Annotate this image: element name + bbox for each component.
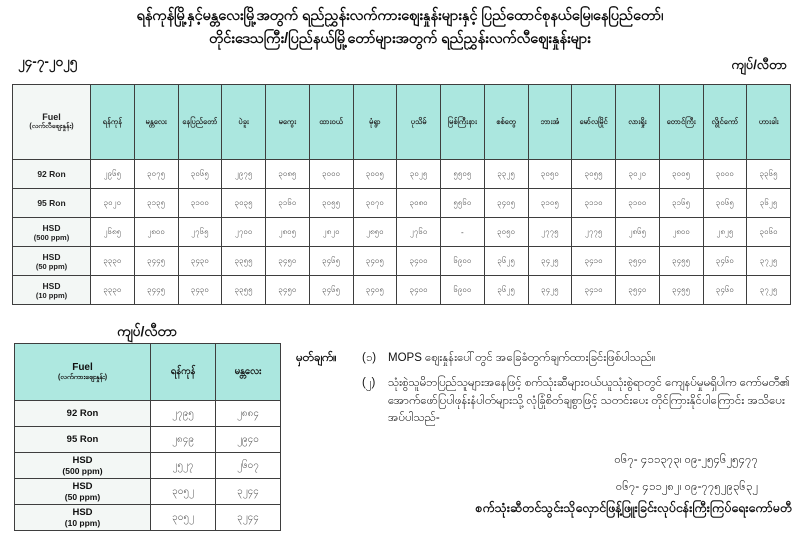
fuel-price-row <box>13 189 791 218</box>
city-header-cell: မော်လမြိုင် <box>572 85 616 160</box>
price-cell: ၃၄၀၀ <box>397 247 441 276</box>
price-cell: ၂၇၆၅ <box>178 218 222 247</box>
fuel-row-label: HSD (50 ppm) <box>15 479 151 505</box>
price-cell: ၃၅၄၀ <box>616 247 660 276</box>
price-cell: ၃၁၃၅ <box>134 189 178 218</box>
price-cell: ၃၃၃၀ <box>91 276 135 305</box>
price-cell: ၃၄၀၀ <box>397 276 441 305</box>
price-cell: ၃၃၆၅ <box>747 160 791 189</box>
fuel-row-label: 95 Ron <box>15 427 151 453</box>
price-cell: ၃၀၅၅ <box>309 189 353 218</box>
price-cell: ၃၀၅၂ <box>151 479 216 505</box>
retail-price-table <box>12 84 791 305</box>
city-header-cell: မြစ်ကြီးနား <box>441 85 485 160</box>
price-cell: ၆၉၀၀ <box>441 276 485 305</box>
fuel-price-row <box>13 247 791 276</box>
price-cell: ၆၉၀၀ <box>441 247 485 276</box>
price-cell: ၃၁၆၀ <box>266 189 310 218</box>
price-cell: ၃၁၀၅ <box>528 189 572 218</box>
price-cell: ၃၀၀၀ <box>703 160 747 189</box>
fuel-header-cell: Fuel (လက်ကားဈေးနှုန်း) <box>15 344 151 401</box>
city-header-cell: စစ်တွေ <box>484 85 528 160</box>
price-cell: ၂၆၀၇ <box>216 453 281 479</box>
price-cell: ၃၀၃၅ <box>222 189 266 218</box>
price-cell: ၃၇၂၅ <box>747 247 791 276</box>
price-cell: ၃၀၅၅ <box>572 160 616 189</box>
price-cell: ၂၈၈၄ <box>216 401 281 427</box>
price-cell: ၂၉၇၅ <box>222 160 266 189</box>
price-cell: ၃၄၂၅ <box>528 276 572 305</box>
price-cell: ၃၀၈၀ <box>397 189 441 218</box>
fuel-row-label: HSD (500 ppm) <box>15 453 151 479</box>
page-title <box>0 5 800 51</box>
fuel-row-label: 92 Ron <box>15 401 151 427</box>
price-cell: ၃၀၈၅ <box>266 160 310 189</box>
price-cell: ၂၇၇၅ <box>572 218 616 247</box>
price-cell: ၂၆၈၅ <box>91 218 135 247</box>
price-cell: ၂၈၀၅ <box>266 218 310 247</box>
price-cell: ၂၉၆၅ <box>91 160 135 189</box>
city-header-cell: လားရှိုး <box>616 85 660 160</box>
price-cell: ၃၄၀၅ <box>353 276 397 305</box>
price-cell: ၃၁၆၅ <box>659 189 703 218</box>
phone-line-2: ၀၆၇- ၄၁၁၂၈၂၊ ၀၉-၇၇၅၂၉၃၆၃၂ <box>615 481 758 493</box>
price-cell: ၃၀၀၅ <box>659 160 703 189</box>
fuel-row-label: 95 Ron <box>13 189 91 218</box>
price-cell: ၃၀၆၅ <box>703 189 747 218</box>
city-header-cell: နေပြည်တော် <box>178 85 222 160</box>
notes-section <box>296 350 796 435</box>
price-cell: ၃၄၆၅ <box>309 276 353 305</box>
phone-numbers <box>614 447 758 501</box>
price-cell: ၃၇၂၅ <box>747 276 791 305</box>
price-cell: ၂၈၀၀ <box>134 218 178 247</box>
price-cell: ၃၃၅၅ <box>222 247 266 276</box>
wholesale-price-table <box>14 343 281 531</box>
price-cell: ၃၄၀၅ <box>484 189 528 218</box>
fuel-price-row <box>15 453 281 479</box>
price-cell: ၃၄၃၀ <box>178 276 222 305</box>
fuel-price-row <box>15 505 281 531</box>
fuel-row-label: HSD (10 ppm) <box>15 505 151 531</box>
price-cell: ၃၀၇၅ <box>134 160 178 189</box>
price-cell: - <box>441 218 485 247</box>
city-header-cell: ပုသိမ် <box>397 85 441 160</box>
price-cell: ၃၁၀၀ <box>178 189 222 218</box>
price-cell: ၃၄၆၅ <box>309 247 353 276</box>
price-cell: ၃၃၂၅ <box>484 160 528 189</box>
price-cell: ၃၄၁၀ <box>572 247 616 276</box>
fuel-row-label: HSD (500 ppm) <box>13 218 91 247</box>
price-cell: ၃၅၄၀ <box>616 276 660 305</box>
price-cell: ၃၄၄၅ <box>134 247 178 276</box>
city-header-cell: ဟားခါး <box>747 85 791 160</box>
fuel-row-label: HSD (10 ppm) <box>13 276 91 305</box>
city-header-cell: လွိုင်ကော် <box>703 85 747 160</box>
price-cell: ၂၉၄၀ <box>216 427 281 453</box>
price-cell: ၃၃၅၅ <box>222 276 266 305</box>
fuel-price-row <box>15 427 281 453</box>
unit-label-top: ကျပ်/လီတာ <box>731 57 787 72</box>
fuel-price-row <box>15 479 281 505</box>
price-cell: ၃၄၃၀ <box>178 247 222 276</box>
price-cell: ၂၇၇၅ <box>528 218 572 247</box>
price-cell: ၃၃၃၀ <box>91 247 135 276</box>
price-cell: ၃၁၀၀ <box>616 189 660 218</box>
price-cell: ၃၄၀၅ <box>353 247 397 276</box>
fuel-row-label: 92 Ron <box>13 160 91 189</box>
date-label: ၂၄-၇-၂၀၂၅ <box>18 54 78 69</box>
city-header-cell: မုံရွာ <box>353 85 397 160</box>
price-cell: ၃၀၇၀ <box>353 189 397 218</box>
city-header-cell: မကွေး <box>266 85 310 160</box>
note-1-number: (၁) <box>362 352 377 364</box>
price-cell: ၂၈၄၉ <box>151 427 216 453</box>
notes-heading: မှတ်ချက်။ <box>296 352 337 364</box>
unit-label-wholesale: ကျပ်/လီတာ <box>117 323 177 339</box>
price-cell: ၃၆၂၅ <box>484 276 528 305</box>
price-cell: ၂၈၂၀ <box>309 218 353 247</box>
price-cell: ၃၀၂၅ <box>397 160 441 189</box>
note-2-text: သုံးစွဲသူမိဘပြည်သူများအနေဖြင့် စက်သုံးဆီများဝယ်ယူသုံးစွဲရာတွင် ကျေနပ်မှုမရှိပါက ကော်မတီ၏ အောက်ဖော်ပြပါဖုန်းနံပါတ်များသို့ လုံခြုံစိတ်ချစွာဖြင့် သတင်းပေး တိုင်ကြားနိုင်ပါကြောင်း အသိပေးအပ်ပါသည်- <box>388 377 790 424</box>
price-cell: ၃၀၅၀ <box>528 160 572 189</box>
price-cell: ၃၄၅၅ <box>659 276 703 305</box>
price-cell: ၃၂၄၄ <box>216 505 281 531</box>
city-header-cell: ထားဝယ် <box>309 85 353 160</box>
city-header-cell: ရန်ကုန် <box>91 85 135 160</box>
price-cell: ၃၄၂၅ <box>528 247 572 276</box>
note-2-number: (၂) <box>362 377 376 390</box>
price-cell: ၂၇၆၀ <box>397 218 441 247</box>
price-cell: ၂၈၅၀ <box>353 218 397 247</box>
city-header-cell: ရန်ကုန် <box>151 344 216 401</box>
fuel-price-row <box>13 160 791 189</box>
price-cell: ၅၅၀၅ <box>441 160 485 189</box>
price-cell: ၃၀၆၅ <box>178 160 222 189</box>
city-header-cell: တောင်ကြီး <box>659 85 703 160</box>
price-cell: ၃၄၆၀ <box>703 247 747 276</box>
price-cell: ၃၀၂၀ <box>616 160 660 189</box>
price-cell: ၃၀၀၅ <box>353 160 397 189</box>
price-cell: ၃၄၄၅ <box>134 276 178 305</box>
price-cell: ၃၆၂၅ <box>747 189 791 218</box>
committee-name: စက်သုံးဆီတင်သွင်းသိုလှောင်ဖြန့်ဖြူးခြင်းလုပ်ငန်းကြီးကြပ်ရေးကော်မတီ <box>475 501 792 515</box>
price-cell: ၂၈၀၀ <box>659 218 703 247</box>
price-cell: ၂၇၉၅ <box>151 401 216 427</box>
note-1-text: MOPS ဈေးနှုန်းပေါ်တွင် အခြေခံတွက်ချက်ထားခြင်းဖြစ်ပါသည်။ <box>388 352 656 364</box>
fuel-price-row <box>15 401 281 427</box>
city-header-cell: မန္တလေး <box>216 344 281 401</box>
price-cell: ၃၂၄၄ <box>216 479 281 505</box>
price-cell: ၃၀၅၂ <box>151 505 216 531</box>
price-cell: ၃၀၂၀ <box>91 189 135 218</box>
city-header-cell: ဘားအံ <box>528 85 572 160</box>
title-line-2: တိုင်းဒေသကြီး/ပြည်နယ်မြို့တော်များအတွက် ရည်ညွှန်းလက်လီဈေးနှုန်းများ <box>209 31 591 47</box>
city-header-cell: မန္တလေး <box>134 85 178 160</box>
price-cell: ၃၄၅၀ <box>266 276 310 305</box>
title-line-1: ရန်ကုန်မြို့နှင့်မန္တလေးမြို့အတွက် ရည်ညွှန်းလက်ကားဈေးနှုန်းများနှင့် ပြည်ထောင်စုနယ်မြေ၊နေပြည်တော်၊ <box>136 8 664 24</box>
price-cell: ၃၀၀၀ <box>309 160 353 189</box>
price-cell: ၂၈၂၅ <box>703 218 747 247</box>
note-2 <box>296 375 796 427</box>
fuel-header-cell: Fuel (လက်လီဈေးနှုန်း) <box>13 85 91 160</box>
price-cell: ၃၄၆၀ <box>703 276 747 305</box>
phone-line-1: ၀၆၇- ၄၁၁၃၇၃၊ ၀၉-၂၅၄၆၂၅၄၇၇ <box>614 454 758 466</box>
fuel-price-row <box>13 218 791 247</box>
price-cell: ၂၇၀၀ <box>222 218 266 247</box>
price-cell: ၂၈၆၅ <box>616 218 660 247</box>
city-header-cell: ပဲခူး <box>222 85 266 160</box>
price-cell: ၃၀၆၀ <box>747 218 791 247</box>
price-cell: ၂၅၂၇ <box>151 453 216 479</box>
price-cell: ၃၀၅၀ <box>484 218 528 247</box>
price-cell: ၃၄၅၅ <box>659 247 703 276</box>
price-cell: ၅၅၆၀ <box>441 189 485 218</box>
fuel-price-row <box>13 276 791 305</box>
price-cell: ၃၁၁၀ <box>572 189 616 218</box>
price-cell: ၃၄၁၀ <box>572 276 616 305</box>
fuel-row-label: HSD (50 ppm) <box>13 247 91 276</box>
note-1 <box>296 350 796 367</box>
price-cell: ၃၄၅၀ <box>266 247 310 276</box>
price-cell: ၃၆၂၅ <box>484 247 528 276</box>
